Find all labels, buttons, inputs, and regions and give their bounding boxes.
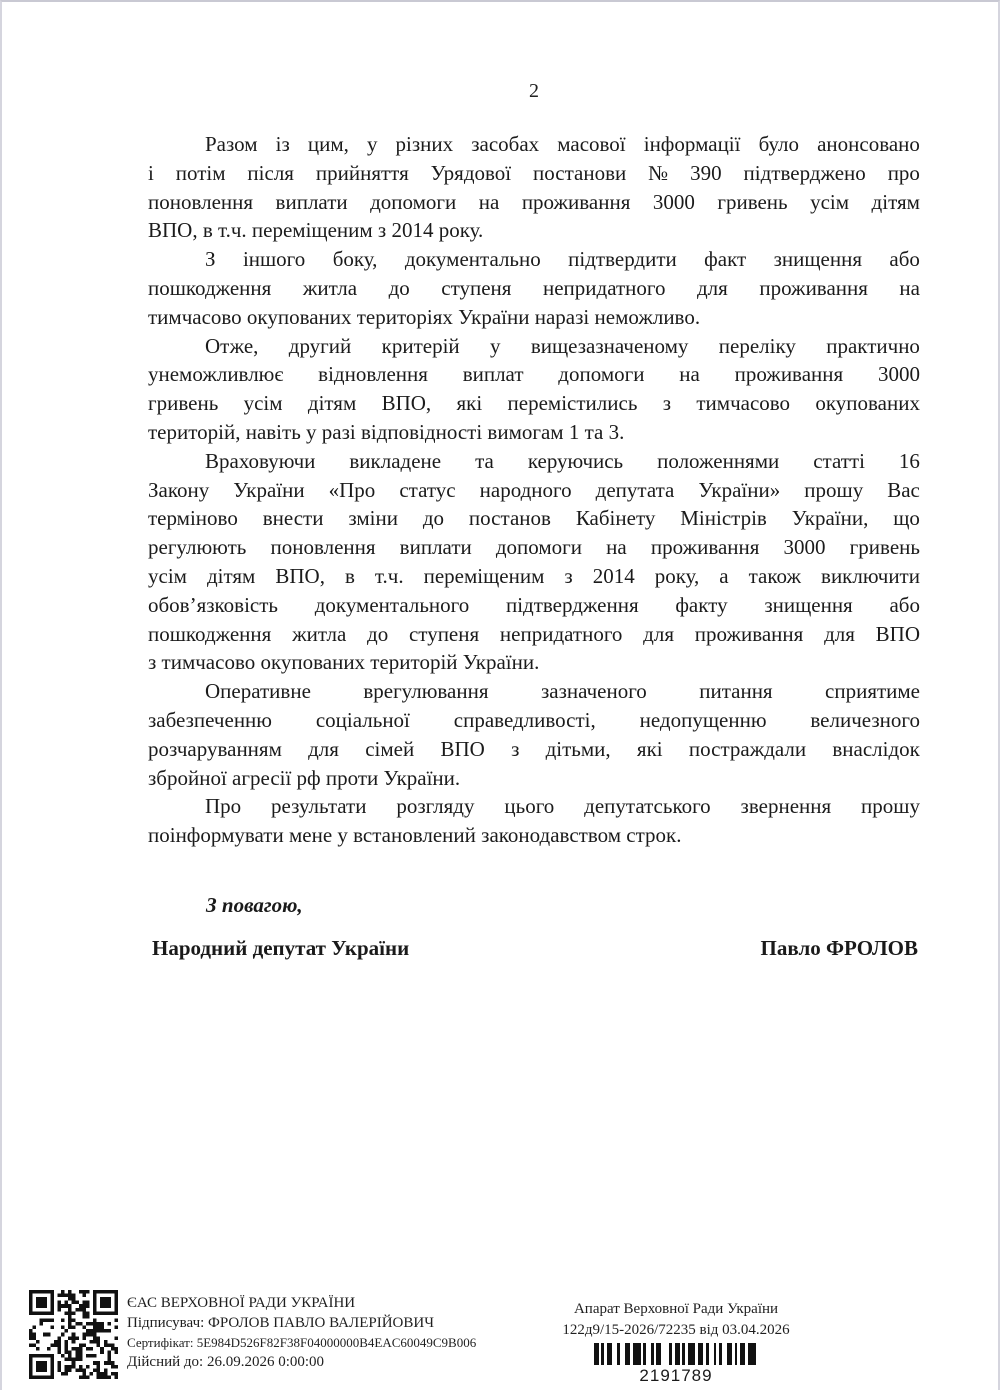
text-line: поновлення виплати допомоги на проживання 3000 гривень усім дітям <box>148 189 920 214</box>
text-line: Про результати розгляду цього депутатського звернення прошу <box>205 794 920 819</box>
text-line: усім дітям ВПО, в т.ч. переміщеним з 2014 року, а також виключити <box>148 563 920 588</box>
registration-number: 122д9/15-2026/72235 від 03.04.2026 <box>562 1322 790 1338</box>
barcode-bar <box>748 1343 756 1365</box>
text-line: забезпеченню соціальної справедливості, недопущенню величезного <box>148 707 920 732</box>
signature-position: Народний депутат України <box>152 936 410 960</box>
stamp-valid-until: Дійсний до: 26.09.2026 0:00:00 <box>127 1353 325 1370</box>
stamp-org: ЄАС ВЕРХОВНОЇ РАДИ УКРАЇНИ <box>127 1295 356 1311</box>
barcode-number: 2191789 <box>639 1366 713 1385</box>
text-line: Закону України «Про статус народного депутата України» прошу Вас <box>148 477 920 502</box>
text-line: гривень усім дітям ВПО, які перемістились з тимчасово окупованих <box>148 391 920 416</box>
text-line: З іншого боку, документально підтвердити факт знищення або <box>205 247 920 272</box>
text-line: поінформувати мене у встановлений законодавством строк. <box>148 823 682 848</box>
text-line: Отже, другий критерій у вищезазначеному переліку практично <box>205 333 920 358</box>
text-line: розчаруванням для сімей ВПО з дітьми, які постраждали внаслідок <box>148 736 920 761</box>
text-line: терміново внести зміни до постанов Кабінету Міністрів України, що <box>148 506 920 531</box>
text-line: унеможливлює відновлення виплат допомоги на проживання 3000 <box>148 362 920 387</box>
stamp-text <box>127 1294 547 1372</box>
registration-block <box>526 1299 826 1386</box>
text-line: збройної агресії рф проти України. <box>148 765 461 790</box>
text-line: обов’язковість документального підтвердження факту знищення або <box>148 592 920 617</box>
barcode-icon <box>594 1343 759 1365</box>
qr-code-icon <box>29 1290 118 1379</box>
text-line: тимчасово окупованих територіях України наразі неможливо. <box>148 304 701 329</box>
text-line: ВПО, в т.ч. переміщеним з 2014 року. <box>148 218 484 243</box>
registration-office: Апарат Верховної Ради України <box>573 1301 779 1317</box>
text-line: Враховуючи викладене та керуючись положеннями статті 16 <box>205 448 920 473</box>
signature-row <box>152 936 918 961</box>
text-line: пошкодження житла до ступеня непридатного для проживання для ВПО <box>148 621 920 646</box>
text-line: і потім після прийняття Урядової постанови № 390 підтверджено про <box>148 160 920 185</box>
stamp-signer: Підписувач: ФРОЛОВ ПАВЛО ВАЛЕРІЙОВИЧ <box>127 1314 434 1331</box>
page-number: 2 <box>529 80 539 102</box>
barcode-space <box>756 1343 759 1365</box>
closing-salutation: З повагою, <box>206 893 303 917</box>
document-body <box>148 130 920 850</box>
text-line: регулюють поновлення виплати допомоги на проживання 3000 гривень <box>148 535 920 560</box>
barcode-space <box>661 1343 669 1365</box>
barcode-bar <box>688 1343 696 1365</box>
text-line: територій, навіть у разі відповідності вимогам 1 та 3. <box>148 419 625 444</box>
stamp-certificate: Сертифікат: 5E984D526F82F38F04000000B4EAC60049C9B006 <box>127 1335 477 1350</box>
text-line: Оперативне врегулювання зазначеного питання сприятиме <box>205 679 920 704</box>
text-line: пошкодження житла до ступеня непридатного для проживання на <box>148 275 920 300</box>
text-line: з тимчасово окупованих територій України. <box>148 650 540 675</box>
text-line: Разом із цим, у різних засобах масової інформації було анонсовано <box>205 132 920 156</box>
signature-name: Павло ФРОЛОВ <box>760 936 918 960</box>
barcode-bar <box>633 1343 641 1365</box>
